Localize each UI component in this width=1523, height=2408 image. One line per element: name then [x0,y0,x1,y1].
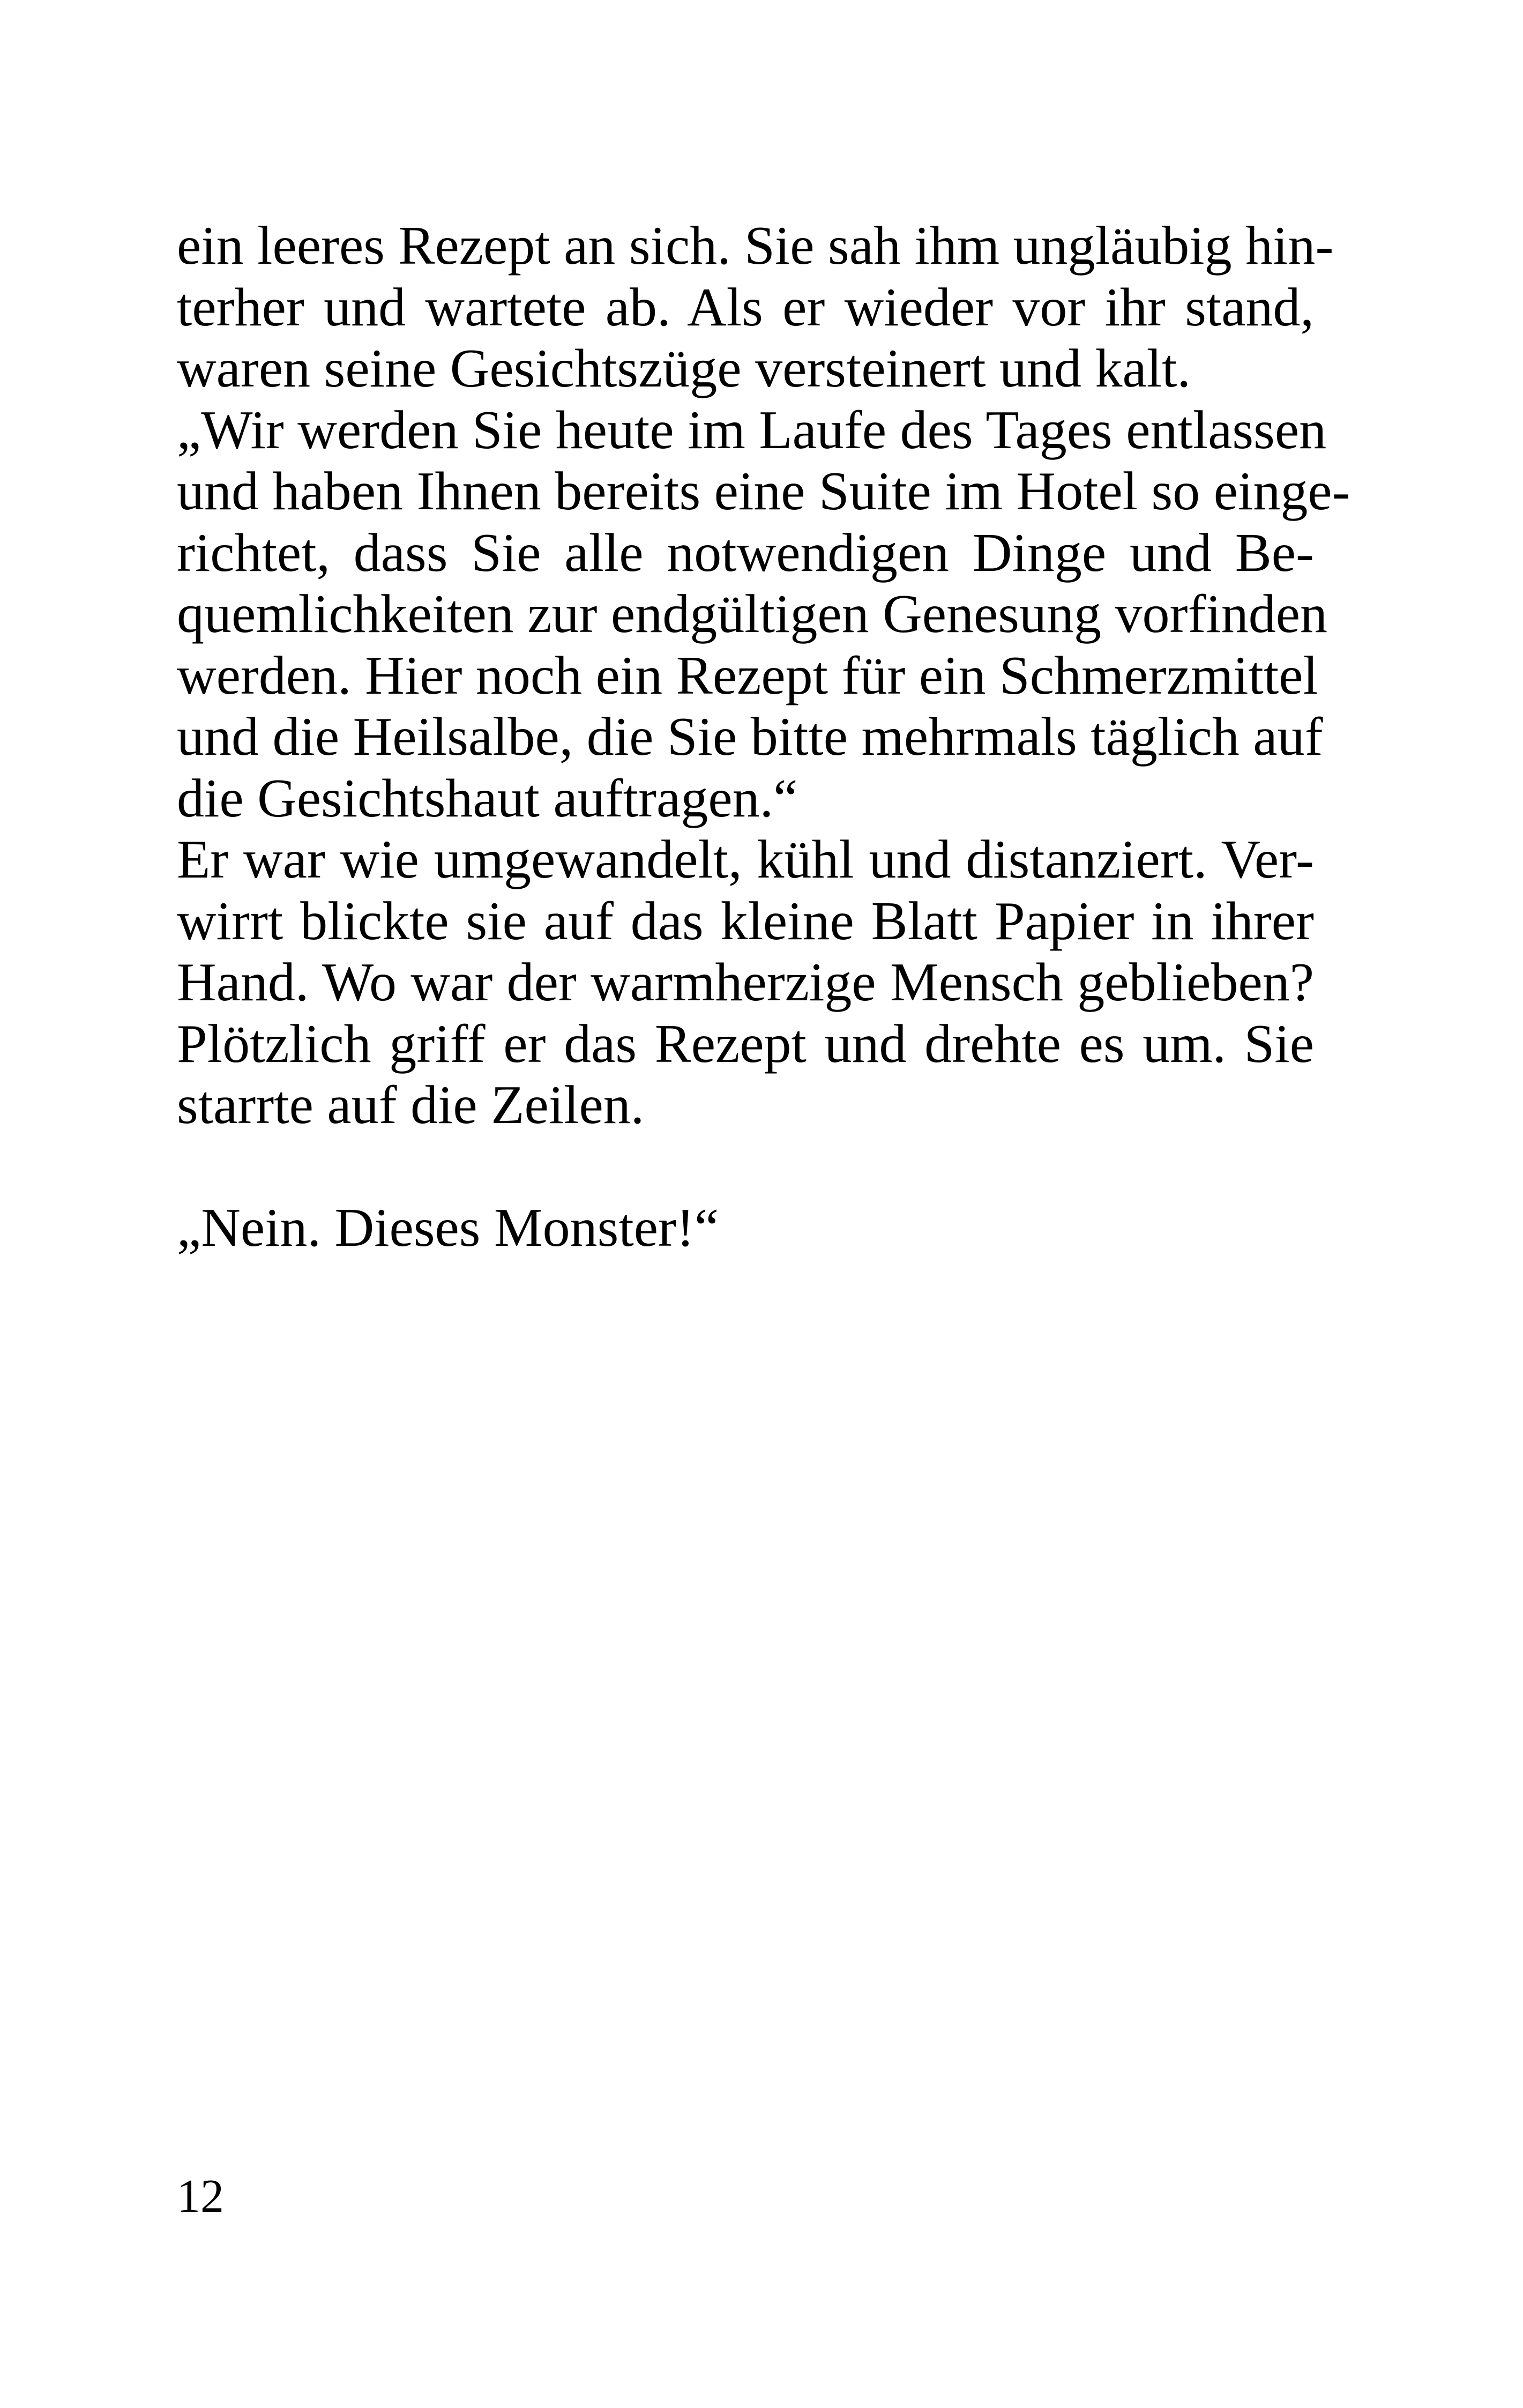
text-line: waren seine Gesichtszüge versteinert und kalt. [177,338,1191,399]
text-line: ein leeres Rezept an sich. Sie sah ihm ungläubig hin- [177,215,1334,276]
text-line: Plötzlich griff er das Rezept und drehte es um. Sie [177,1013,1314,1074]
paragraph-gap [177,1136,1314,1198]
text-line: und die Heilsalbe, die Sie bitte mehrmals täglich auf [177,707,1323,767]
text-line: und haben Ihnen bereits eine Suite im Hotel so einge- [177,461,1350,522]
text-line: richtet, dass Sie alle notwendigen Dinge und Be- [177,522,1314,583]
text-line: werden. Hier noch ein Rezept für ein Schmerzmittel [177,645,1318,706]
text-line: Er war wie umgewandelt, kühl und distanziert. Ver- [177,829,1314,890]
text-line: quemlichkeiten zur endgültigen Genesung vorfinden [177,584,1328,644]
text-line: terher und wartete ab. Als er wieder vor ihr stand, [177,277,1314,338]
text-line: wirrt blickte sie auf das kleine Blatt Papier in ihrer [177,890,1314,952]
text-line: starrte auf die Zeilen. [177,1075,645,1135]
text-line: „Wir werden Sie heute im Laufe des Tages entlassen [177,399,1327,460]
body-text [177,215,1350,1259]
text-line: Hand. Wo war der warmherzige Mensch geblieben? [177,952,1314,1013]
text-line: „Nein. Dieses Monster!“ [177,1198,719,1258]
text-line: die Gesichtshaut auftragen.“ [177,768,798,829]
page-number: 12 [177,2171,224,2223]
